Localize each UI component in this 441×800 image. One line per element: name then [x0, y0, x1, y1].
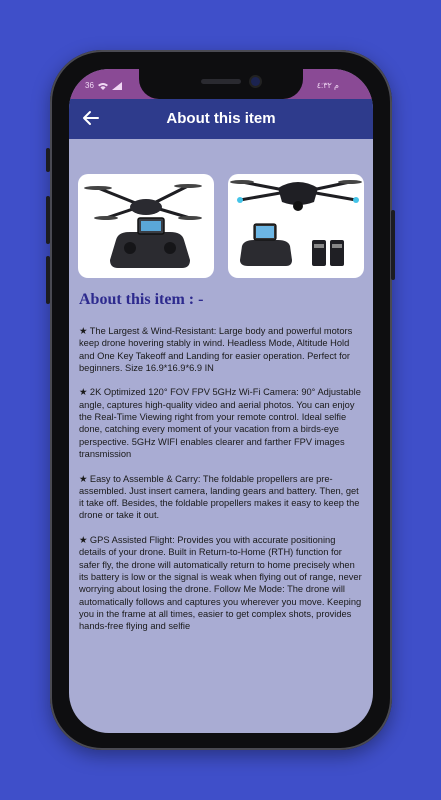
- product-image-1[interactable]: [78, 174, 214, 278]
- feature-paragraph: ★ The Largest & Wind-Resistant: Large body and powerful motors keep drone hovering stably in wind. Headless Mode, Altitude Hold and One Key Takeoff and Landing for easier operation. Perfect for beginners. Size 16.9*16.9*6.9 IN: [79, 326, 353, 373]
- wifi-icon: [98, 82, 108, 90]
- feature-paragraph: ★ 2K Optimized 120° FOV FPV 5GHz Wi-Fi Camera: 90° Adjustable angle, captures high-quality video and aerial photos. You can enjoy the Real-Time Viewing right from your remote control. Ideal selfie done, catching every moment of your vacation from a birds-eye perspective. 5GHz WIFI enables clearer and farther FPV images transmission: [79, 387, 361, 459]
- status-left: [85, 81, 122, 90]
- power-button: [391, 210, 395, 280]
- product-image-row: [78, 174, 364, 278]
- camera-notch: [139, 69, 303, 99]
- front-camera: [251, 77, 260, 86]
- mute-switch: [46, 148, 50, 172]
- screen: [69, 69, 373, 733]
- app-bar: [69, 99, 373, 139]
- section-heading: About this item : -: [79, 291, 204, 308]
- signal-text: 36: [85, 81, 94, 90]
- content-area[interactable]: [69, 139, 373, 733]
- volume-up-button: [46, 196, 50, 244]
- signal-icon: [112, 82, 122, 90]
- drone-kit-image: [228, 174, 364, 278]
- product-image-2[interactable]: [228, 174, 364, 278]
- drone-with-controller-image: [78, 174, 214, 278]
- feature-paragraph: ★ Easy to Assemble & Carry: The foldable propellers are pre-assembled. Just insert camera, landing gears and battery. Then, get it take off. Besides, the foldable propellers makes it easy to keep the drone or take it out.: [79, 473, 360, 521]
- description-body: [79, 325, 363, 645]
- volume-down-button: [46, 256, 50, 304]
- status-time: م ٤:٣٢: [316, 81, 339, 90]
- speaker-grille: [201, 79, 241, 84]
- feature-paragraph: ★ GPS Assisted Flight: Provides you with accurate positioning details of your drone. Built in Return-to-Home (RTH) function for safer fly, the drone will automatically return to home precisely when its battery is low or the signal is weak when flying out of range, never worrying about losing the drone. Follow Me Mode: The drone will automatically follows and captures you wherever you move. Keeping you in the frame at all times, easier to get complex shots, provides hands-free flying and selfie: [79, 535, 362, 632]
- page-title: About this item: [166, 110, 276, 127]
